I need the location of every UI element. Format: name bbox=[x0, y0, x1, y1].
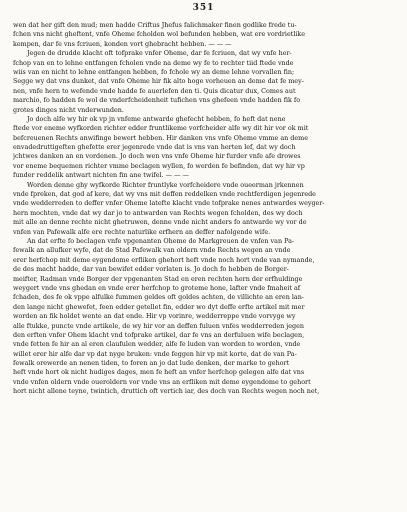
text-line: willet erer hir alfe dar vp dat nyge bruken: vnde feggen hir vp mit korte, dat de van Pa- bbox=[13, 349, 297, 358]
text-line: vor eneme bequemen richter vmme beclagen wyllen, fo werden fe befinden, dat wy hir vp bbox=[13, 161, 305, 170]
text-line: hern mochten, vnde dat wy dar jo to antwarden van Rechts wegen fcholden, des wy doch bbox=[13, 208, 303, 217]
text-line: Segge wy dat vns dunket, dat vnfe Oheme hir fik alto hoge vorheuen an deme dat fe mey- bbox=[13, 77, 304, 86]
text-line: kempen, dar fe vns fcriuen, konden vort ghebracht hebben. — — — bbox=[13, 39, 232, 48]
text-line: den lange nicht ghewefet, feen edder getellet fin, edder wo dyt deffe erfte artikel mit mer bbox=[13, 302, 305, 311]
text-line: ftede vor eneme wyfkorden richter edder fruntlikeme vorfcheider alfe wy dit hir vor ok mit bbox=[13, 124, 309, 133]
text-line: Jegen de drudde klacht oft tofprake vnfer Oheme, dar fe fcriuen, dat wy vnfe her- bbox=[27, 49, 292, 58]
page-number: 351 bbox=[192, 3, 215, 13]
text-line: fchop van en to lehne entfangen fcholen vnde na deme wy fe to rechter tiid ftede vnde bbox=[13, 58, 294, 67]
text-line: fewalk orewerde an nenen tiden, to foren an jo dat lude denken, der marke to gehort bbox=[13, 359, 290, 368]
text-line: befcreuenen Rechts anwifinge bewert hebben. Hir danken vns vnfe Oheme vmme an deme bbox=[13, 133, 308, 142]
text-line: An dat erfte fo beclagen vnfe vpgenanten Oheme de Markgreuen de vnfen van Pa- bbox=[27, 236, 295, 245]
text-line: meifter, Radman vnde Borger der vpgenanten Stad en eren rechten hern der erfhuldinge bbox=[13, 274, 303, 283]
text-line: Worden denne ghy wyfkorde Richter fruntlyke vorfcheidere vnde oueerman jrkennen bbox=[27, 180, 304, 189]
body-text bbox=[13, 21, 398, 397]
text-line: fchen vns nicht gheftent, vnfe Oheme fcholden wol befunden hebben, wat ere vordrietlike bbox=[13, 30, 306, 39]
text-line: weygert vnde vns ghedan en vnde erer herfchop to groteme hone, lafter vnde fmaheit af bbox=[13, 283, 301, 292]
text-line: vnde fetten fe hir an al eren claufulen wedder, alfe fe luden van worden to worden, vnde bbox=[13, 340, 301, 349]
text-line: wiis van en nicht to lehne entfangen hebben, fo fchole wy an deme lehne vorvallen fin; bbox=[13, 67, 295, 76]
text-line: vnde fpreken, dat god af kere, dat wy vns mit deffen reddelken vnde rechtferdigen jegenrede bbox=[13, 190, 316, 199]
text-line: wen dat her gift den mud; men hadde Criftus Jhefus falichmaker finen godlike frede tu- bbox=[13, 21, 297, 29]
text-line: Jo doch alfe wy hir ok vp jn vnfeme antwarde ghefecht hebben, fo heft dat nene bbox=[27, 114, 286, 123]
text-line: grotes dinges nicht vnderwunden. bbox=[13, 105, 124, 114]
text-line: jchtwes danken an en vordenen. Jo doch wen vns vnfe Oheme hir furder vnfe afe drowes bbox=[13, 152, 301, 161]
text-line: hort nicht allene teyne, twintich, druttich oft vertich iar, des doch van Rechts wegen noch net, bbox=[13, 387, 320, 396]
text-line: worden an fik holdet wente an dat ende. Hir vp vorinre, wedderreppe vnde vorvyge wy bbox=[13, 312, 296, 321]
text-line: vnfen van Pafewalk alfe ere rechte naturlike erfhern an deffer nafolgende wife. bbox=[13, 227, 271, 236]
text-line: fchaden, des fe ok vppe alfulke fummen geldes oft goldes achten, de villichte an eren lan- bbox=[13, 293, 304, 302]
text-line: de des macht hadde, dar van bewifet edder vorlaten is. Jo doch fo hebben de Borger- bbox=[13, 265, 289, 274]
text-line: vnde wedderreden to deffer vnfer Oheme latefte klacht vnde tofprake nenes antwardes weyger- bbox=[13, 199, 325, 208]
text-line: heft vnde hort ok nicht hudiges dages, men fe heft an vnfer herfchop gelegen alfe dat vns bbox=[13, 368, 305, 377]
text-line: alle ftukke, puncte vnde artikele, de wy hir vor an deffen fuluen vnfes wedderreden jegen bbox=[13, 321, 305, 330]
text-line: vnde vnfen oldern vnde oueroldern vor vnde vns an erfliken mit deme eygendome to gehort bbox=[13, 377, 311, 386]
text-line: erer herfchop mit deme eygendome erfliken ghehort heft vnde noch hort vnde van nymande, bbox=[13, 255, 315, 264]
text-line: envadedruttigeften ghefette erer jegenrede vnde dat is vns van herten lef, dat wy doch bbox=[13, 143, 296, 152]
text-line: nen, vnfe hern to wefende vnde hadde fe auerlefen den ti. Quis dicatur dux, Comes aut bbox=[13, 86, 296, 95]
text-line: marchio, fo hadden fe wol de vnderfcheidenheit tufichen vns ghefeen vnde hadden fik fo bbox=[13, 96, 301, 105]
text-line: den erften vnfer Ohem klacht vnd tofprake artikel, dar fe vns an derfuluen wife beclagen, bbox=[13, 330, 305, 339]
text-line: mit alle an denne rechte nicht ghetruwen, denne vnde nicht anders fo antwarde wy vor de bbox=[13, 218, 307, 227]
text-line: funder reddelik antwart nichten fin ane twifel. — — — bbox=[13, 171, 189, 180]
text-line: fewalk an allufker wyfe, dat de Stad Pafewalk van oldern vnde Rechts wegen an vnde bbox=[13, 246, 291, 255]
